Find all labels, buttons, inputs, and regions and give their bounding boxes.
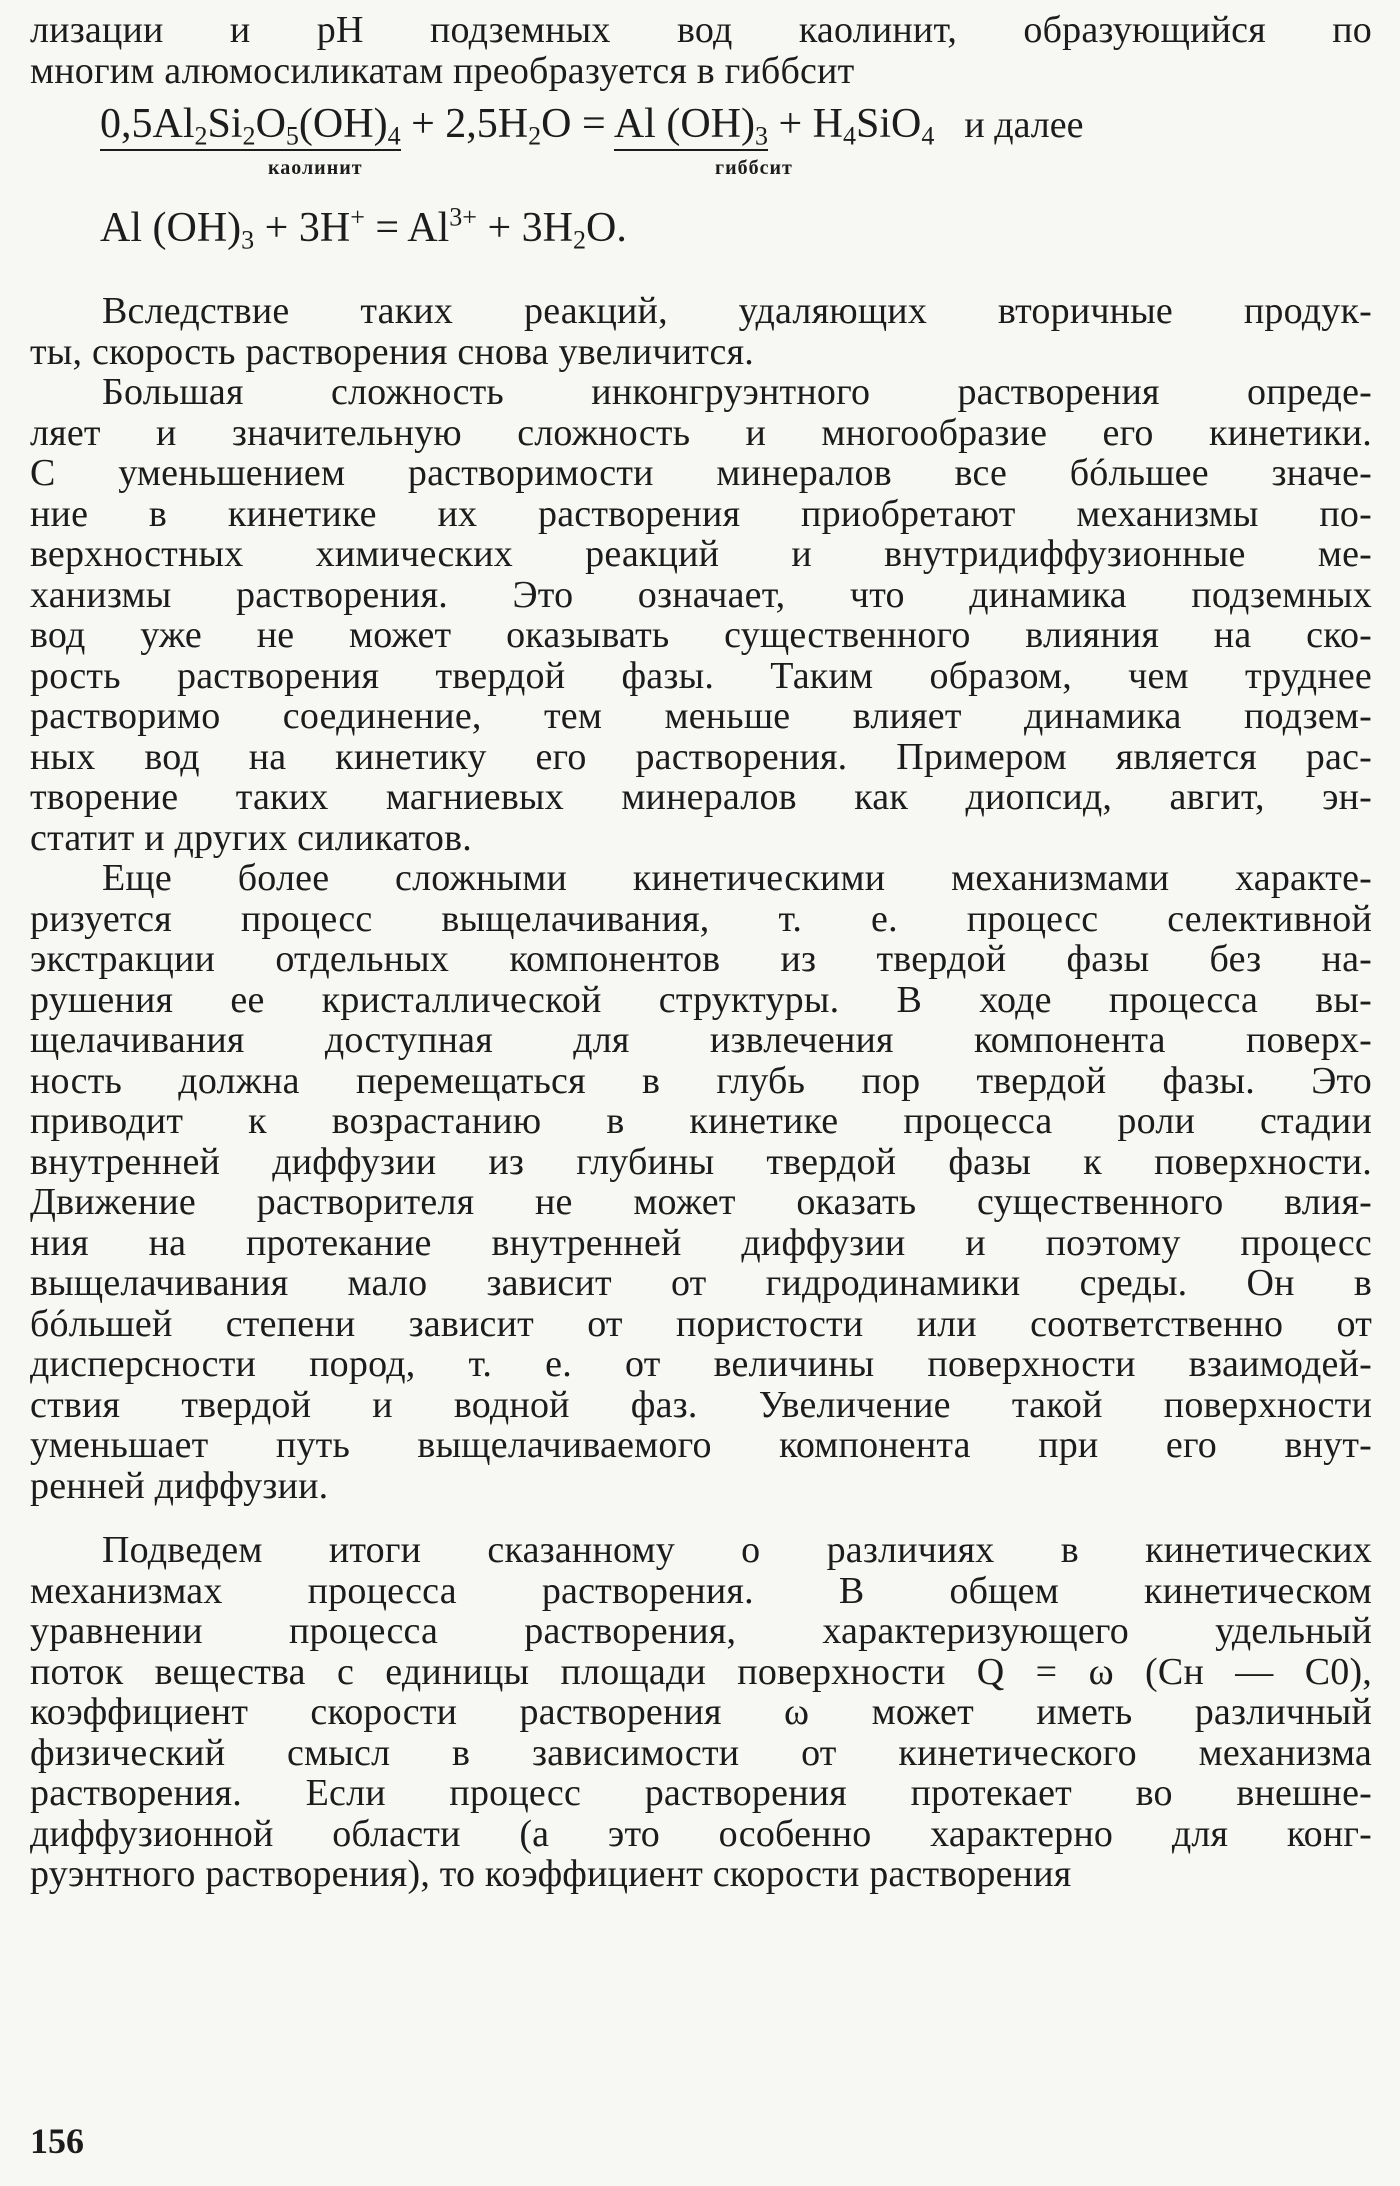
text-line: бóльшей степени зависит от пористости или соответственно от	[30, 1302, 1372, 1345]
text-line: механизмах процесса растворения. В общем кинетическом	[30, 1569, 1372, 1612]
text-line: ния на протекание внутренней диффузии и поэтому процесс	[30, 1221, 1372, 1264]
text-line: уменьшает путь выщелачиваемого компонента при его внут-	[30, 1424, 1372, 1466]
page-number: 156	[30, 2121, 84, 2161]
text-line: руэнтного растворения), то коэффициент скорости растворения	[30, 1853, 1072, 1895]
intro-paragraph	[30, 10, 1372, 91]
text-line: верхностных химических реакций и внутридиффузионные ме-	[30, 533, 1372, 575]
text-line: Большая сложность инконгруэнтного растворения опреде-	[102, 371, 1372, 413]
text-line: ность должна перемещаться в глубь пор твердой фазы. Это	[30, 1059, 1372, 1102]
text-line: ляет и значительную сложность и многообразие его кинетики.	[30, 411, 1372, 454]
text-line: ты, скорость растворения снова увеличится.	[30, 330, 754, 373]
text-line: поток вещества с единицы площади поверхности Q = ω (Cн — C0),	[30, 1650, 1372, 1693]
text-line: ние в кинетике их растворения приобретают механизмы по-	[30, 492, 1372, 535]
text-line: ных вод на кинетику его растворения. Примером является рас-	[30, 735, 1372, 778]
text-line: ствия твердой и водной фаз. Увеличение такой поверхности	[30, 1383, 1372, 1426]
paragraph-1	[30, 291, 1372, 372]
text-line: щелачивания доступная для извлечения компонента поверх-	[30, 1019, 1372, 1061]
text-line: многим алюмосиликатам преобразуется в гиббсит	[30, 49, 855, 92]
paragraph-4	[30, 1530, 1372, 1895]
text-line: диффузионной области (а это особенно характерно для конг-	[30, 1812, 1372, 1855]
text-line: рушения ее кристаллической структуры. В ходе процесса вы-	[30, 978, 1372, 1021]
text-line: уравнении процесса растворения, характеризующего удельный	[30, 1610, 1372, 1652]
text-line: внутренней диффузии из глубины твердой фазы к поверхности.	[30, 1140, 1372, 1183]
text-line: коэффициент скорости растворения ω может иметь различный	[30, 1691, 1372, 1733]
text-line: ренней диффузии.	[30, 1464, 329, 1507]
equation-expression: $0,5Al_2Si_2O_5(OH)_4 + 2,5H_2O = Al$ $(OH)_3 + H_4SiO_4$ и далее	[100, 101, 1084, 151]
text-line: Вследствие таких реакций, удаляющих вторичные продук-	[102, 290, 1372, 332]
gibbsite-label: гиббсит	[715, 157, 793, 179]
text-line: приводит к возрастанию в кинетике процесса роли стадии	[30, 1100, 1372, 1142]
paragraph-3	[30, 858, 1372, 1506]
gibbsite-formula: Al $(OH)_3$	[613, 101, 768, 151]
text-line: Еще более сложными кинетическими механизмами характе-	[102, 857, 1372, 899]
text-line: рость растворения твердой фазы. Таким образом, чем труднее	[30, 654, 1372, 697]
reaction-equation-2: Al $(OH)_3 + 3H^+ = Al^{3+} + 3H_2O$.	[100, 202, 627, 255]
text-line: ризуется процесс выщелачивания, т. е. процесс селективной	[30, 897, 1372, 940]
text-line: С уменьшением растворимости минералов все бóльшее значе-	[30, 452, 1372, 494]
text-line: Подведем итоги сказанному о различиях в кинетических	[102, 1529, 1372, 1571]
kaolinite-formula: $0,5Al_2Si_2O_5(OH)_4$	[100, 101, 401, 151]
text-line: дисперсности пород, т. е. от величины поверхности взаимодей-	[30, 1343, 1372, 1385]
text-line: ханизмы растворения. Это означает, что динамика подземных	[30, 573, 1372, 616]
text-line: растворения. Если процесс растворения протекает во внешне-	[30, 1772, 1372, 1814]
text-line: экстракции отдельных компонентов из твердой фазы без на-	[30, 938, 1372, 980]
text-line: лизации и pH подземных вод каолинит, образующийся по	[30, 9, 1372, 51]
text-line: вод уже не может оказывать существенного влияния на ско-	[30, 614, 1372, 656]
kaolinite-label: каолинит	[268, 157, 363, 179]
equation-continuation-text: и далее	[964, 104, 1084, 146]
text-line: Движение растворителя не может оказать существенного влия-	[30, 1181, 1372, 1223]
text-line: статит и других силикатов.	[30, 816, 472, 859]
text-line: творение таких магниевых минералов как диопсид, авгит, эн-	[30, 776, 1372, 818]
text-line: физический смысл в зависимости от кинетического механизма	[30, 1731, 1372, 1774]
paragraph-2	[30, 372, 1372, 858]
text-line: выщелачивания мало зависит от гидродинамики среды. Он в	[30, 1262, 1372, 1304]
reaction-equation-1	[30, 91, 1372, 183]
text-line: растворимо соединение, тем меньше влияет динамика подзем-	[30, 695, 1372, 737]
